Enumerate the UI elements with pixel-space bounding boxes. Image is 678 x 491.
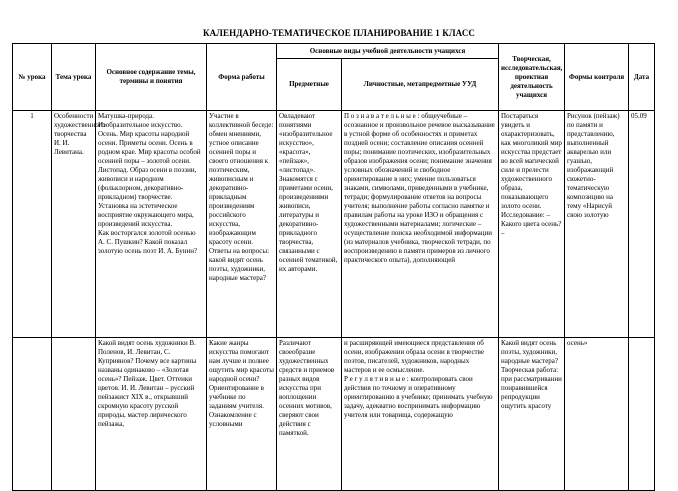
- header-topic: Тема урока: [52, 44, 96, 111]
- row-personal: П о з н а в а т е л ь н ы е : общеучебные – осознанное и произвольное речевое высказывание в устной форме об особенностях и приметах поздней осени; составление описания осенней поры; понимание поэтических, изобразительных образов изображения осени; понимание значения условных обозначений и свободное ориентирование в них; умение пользоваться знаками, символами, приведенными в учебнике, тетради; формулирование ответов на вопросы учителя; выполнение работы согласно памятке и правилам работы на уроке ИЗО и обращения с художественными материалами; логические – осуществление поиска необходимой информации (из материалов учебника, творческой тетради, по воспроизведению в памяти примеров из личного практического опыта), дополняющей: [342, 111, 499, 338]
- header-num: № урока: [13, 44, 52, 111]
- header-subject: Предметные: [277, 59, 342, 111]
- row-topic: Особенности художественного творчества И. И. Левитана.: [52, 111, 96, 338]
- row-num: 1: [13, 111, 52, 338]
- row-date: [629, 338, 655, 491]
- row-work-form: Какие жанры искусства помогают нам лучше и полнее ощутить мир красоты народной осени? Ориентирование в учебнике по заданиям учителя. Ознакомление с условными: [207, 338, 277, 491]
- header-personal: Личностные, метапредметные УУД: [342, 59, 499, 111]
- header-content: Основное содержание темы, термины и понятия: [96, 44, 207, 111]
- header-activity-group: Основные виды учебной деятельности учащихся: [277, 44, 499, 59]
- row-creative: Какой видят осень поэты, художники, народные мастера? Творческая работа: при рассматривании понравившейся репродукции ощутить красоту: [499, 338, 565, 491]
- row-personal: и расширяющей имеющиеся представления об осени, изображении образа осени в творчестве поэтов, писателей, художников, народных мастеров и ее осмысление. Р е г у л я т и в н ы е : контролировать свои действия по точному и оперативному ориентированию в учебнике; принимать учебную задачу, адекватно воспринимать информацию учителя или товарища, содержащую: [342, 338, 499, 491]
- header-creative: Творческая, исследовательская, проектная деятельность учащихся: [499, 44, 565, 111]
- row-creative: Постараться увидеть и охарактеризовать, как многоликий мир искусства предстает во всей магической силе и прелести художественного образа, показывающего золото осени. Исследование: – Какого цвета осень? –: [499, 111, 565, 338]
- row-num: [13, 338, 52, 491]
- planning-table: [12, 43, 655, 491]
- row-work-form: Участие в коллективной беседе: обмен мнениями, устное описание осенней поры и своего отношения к поэтическим, живописным и декоративно-прикладным произведениям российского искусства, изображающим красоту осени. Ответы на вопросы: какой видят осень поэты, художники, народные мастера?: [207, 111, 277, 338]
- row-content: Матушка-природа. Изобразительное искусство. Осень. Мир красоты народной осени. Приметы осени. Осень в родном крае. Мир красоты особой осенней поры – золотой осени. Листопад. Образ осени в поэзии, живописи и народном (фольклорном, декоративно-прикладном) творчестве. Установка на эстетическое восприятие окружающего мира, произведений искусства. Как восторгался золотой осенью А. С. Пушкин? Какой показал золотую осень поэт И. А. Бунин?: [96, 111, 207, 338]
- header-date: Дата: [629, 44, 655, 111]
- header-control: Формы контроля: [565, 44, 629, 111]
- table-row: [13, 338, 655, 491]
- row-subject: Различают своеобразие художественных средств и приемов разных видов искусства при воплощении осенних мотивов, сверяют свои действия с памяткой.: [277, 338, 342, 491]
- header-work-form: Форма работы: [207, 44, 277, 111]
- page-title: КАЛЕНДАРНО-ТЕМАТИЧЕСКОЕ ПЛАНИРОВАНИЕ 1 КЛАСС: [202, 28, 476, 38]
- row-control: Рисунок (пейзаж) по памяти и представлению, выполненный акварелью или гуашью, изображающий сюжетно-тематическую композицию на тему «Нарисуй свою золотую: [565, 111, 629, 338]
- row-subject: Овладевают понятиями «изобразительное искусство», «красота», «пейзаж», «листопад». Знакомятся с приметами осени, произведениями живописи, литературы и декоративно-прикладного творчества, связанными с осенней тематикой, их авторами.: [277, 111, 342, 338]
- row-control: осень»: [565, 338, 629, 491]
- table-row: [13, 111, 655, 338]
- row-topic: [52, 338, 96, 491]
- row-content: Какой видят осень художники В. Поленов, И. Левитан, С. Куприянов? Почему все картины названы одинаково – «Золотая осень»? Пейзаж. Цвет. Оттенки цветов. И. И. Левитан – русский пейзажист XIX в., открывший скромную красоту русской природы, мастер лирического пейзажа,: [96, 338, 207, 491]
- row-date: 05.09: [629, 111, 655, 338]
